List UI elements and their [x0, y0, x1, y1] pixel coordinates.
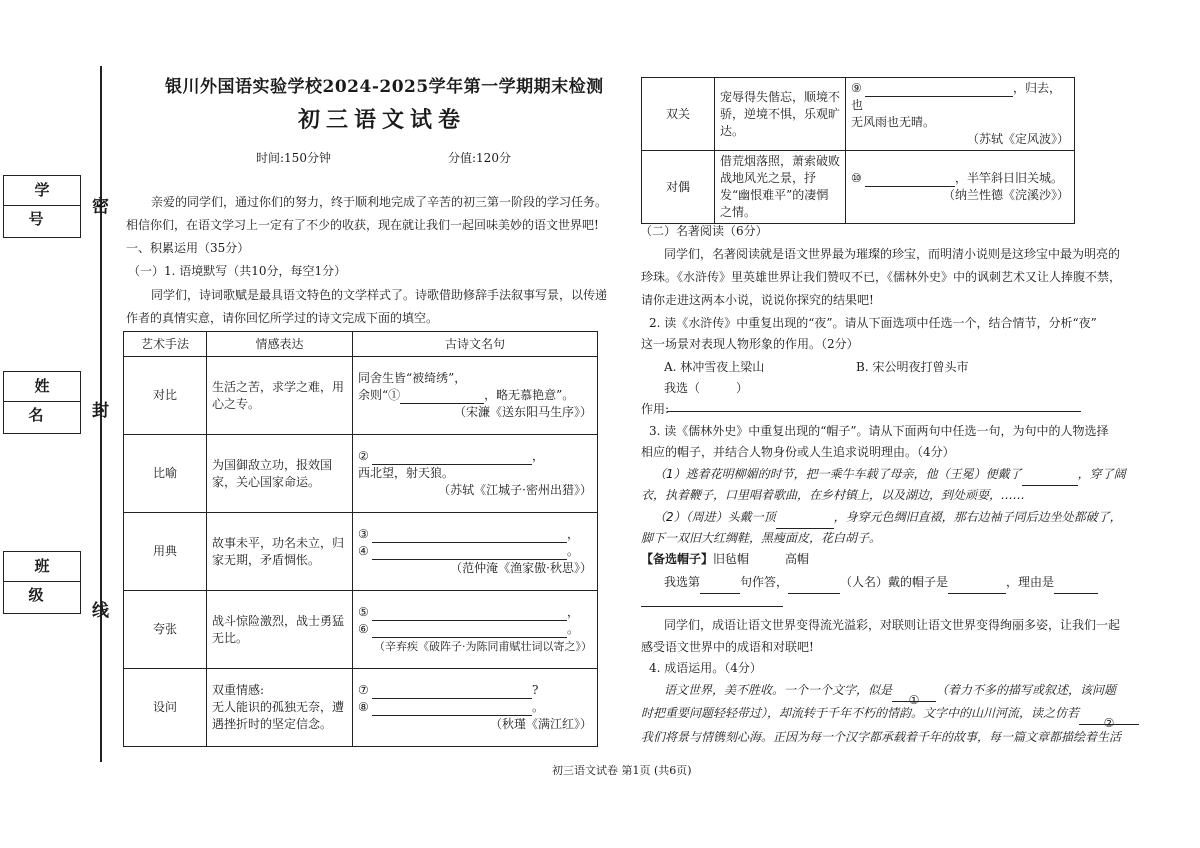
- emotion-cell: 为国御敌立功，报效国家，关心国家命运。: [207, 435, 353, 513]
- blank-number: ④: [358, 544, 369, 558]
- answer-blank-1[interactable]: [400, 391, 484, 404]
- question-1-title: （一）1. 语境默写（共10分，每空1分）: [128, 264, 347, 278]
- quote-cell: [353, 591, 598, 669]
- answer-blank-3[interactable]: [372, 530, 567, 543]
- answer-line: [664, 571, 1098, 594]
- hat-options: [641, 548, 809, 571]
- quote-line: 余则“①: [358, 388, 401, 402]
- page-footer: 初三语文试卷 第1页 (共6页): [552, 764, 692, 777]
- technique-cell: 比喻: [124, 435, 207, 513]
- person-name-blank[interactable]: [788, 581, 840, 594]
- student-id-box: [3, 175, 81, 238]
- quote-line: 无风雨也无晴。: [851, 115, 936, 129]
- student-id-label: 学 号: [4, 176, 80, 206]
- quote-source: （辛弃疾《破阵子·为陈同甫赋壮词以寄之》）: [374, 640, 592, 653]
- seal-char-feng: 封: [92, 401, 109, 421]
- seal-char-xian: 线: [92, 601, 109, 621]
- question-3-line-2: 相应的帽子，并结合人物身份或人生追求说明理由。（4分）: [641, 445, 955, 459]
- answer-blank-10[interactable]: [865, 174, 955, 187]
- answer-text: ，理由是: [1006, 575, 1055, 589]
- idiom-blank-2[interactable]: [1079, 712, 1139, 730]
- idiom-para-line-2: [641, 702, 1139, 730]
- quote-source: （苏轼《江城子·密州出猎》）: [438, 483, 592, 497]
- quote-line: 西北望，射天狼。: [358, 466, 455, 480]
- quote-line: ，略无慕艳意”。: [484, 388, 575, 402]
- technique-cell: 设问: [124, 669, 207, 747]
- sentence-2-text-end: ，身穿元色绸旧直裰，那右边袖子同后边坐处都破了，: [833, 510, 1122, 524]
- punctuation: ，归去，也: [851, 81, 1062, 112]
- quote-source: （范仲淹《渔家傲·秋思》）: [450, 561, 592, 575]
- blank-number: ②: [358, 449, 369, 463]
- section-2-para-5: 感受语文世界中的成语和对联吧!: [641, 640, 814, 654]
- table-row: [124, 357, 598, 435]
- poetry-table: [123, 331, 598, 747]
- quote-source: （秋瑾《满江红》）: [489, 717, 592, 731]
- punctuation: 。: [532, 700, 545, 714]
- answer-blank-5[interactable]: [372, 608, 567, 621]
- emotion-cell: 生活之苦，求学之难，用心之专。: [207, 357, 353, 435]
- quote-cell: [846, 151, 1075, 224]
- quote-cell: [353, 669, 598, 747]
- blank-number: ⑦: [358, 683, 369, 697]
- exam-score: 分值:120分: [448, 151, 511, 165]
- answer-blank-9[interactable]: [865, 84, 1013, 97]
- punctuation: ?: [532, 683, 539, 697]
- blank-number: ⑨: [851, 81, 862, 95]
- quote-cell: [353, 513, 598, 591]
- sentence-1-text: （1）逃着花明柳媚的时节，把一乘牛车载了母亲，他（王冕）便戴了: [654, 467, 1022, 481]
- quote-source: （宋濂《送东阳马生序》）: [453, 405, 592, 419]
- sentence-2-line-1: [654, 506, 1122, 529]
- intro-line-1: 亲爱的同学们，通过你们的努力，终于顺利地完成了辛苦的初三第一阶段的学习任务。: [151, 195, 608, 209]
- idiom-para-line-3: 我们将景与情镌刻心海。正因为每一个汉字都承载着千年的故事，每一篇文章都描绘着生活: [641, 730, 1122, 744]
- class-box: [3, 551, 81, 614]
- hat-options-list: 旧毡帽 高帽: [713, 552, 810, 566]
- header-technique: 艺术手法: [124, 332, 207, 357]
- emotion-cell: 故事未平，功名未立，归家无期，矛盾惆怅。: [207, 513, 353, 591]
- quote-source: （苏轼《定风波》）: [966, 132, 1069, 146]
- seal-char-mi: 密: [92, 197, 109, 217]
- technique-cell: 夸张: [124, 591, 207, 669]
- hat-options-label: 【备选帽子】: [641, 552, 714, 566]
- reason-continue-line[interactable]: [641, 594, 783, 607]
- section-2-para-3: 请你走进这两本小说，说说你探究的结果吧!: [641, 293, 874, 307]
- punctuation: ，: [567, 605, 580, 619]
- table-row: [124, 669, 598, 747]
- technique-cell: 对比: [124, 357, 207, 435]
- table-row: [124, 513, 598, 591]
- idiom-text: 时把重要问题轻轻带过），却流转于千年不朽的情韵。文字中的山川河流，读之仿若: [641, 706, 1080, 720]
- question-2-line-2: 这一场景对表现人物形象的作用。（2分）: [641, 337, 859, 351]
- blank-number: ⑥: [358, 622, 369, 636]
- sentence-2-line-2: 脚下一双旧大红绸鞋，黑瘦面皮，花白胡子。: [641, 531, 882, 545]
- answer-blank-8[interactable]: [372, 703, 532, 716]
- answer-text: 我选第: [664, 575, 701, 589]
- idiom-text: （着力不多的描写或叙述，该问题: [936, 683, 1117, 697]
- blank-number: ③: [358, 527, 369, 541]
- sentence-1-line-2: 衣，执着鞭子，口里唱着歌曲，在乡村镇上，以及湖边，到处顽耍，……: [641, 488, 1026, 502]
- poetry-table-continued: [641, 77, 1075, 224]
- table-row: [642, 151, 1075, 224]
- answer-blank-4[interactable]: [372, 547, 567, 560]
- answer-blank-6[interactable]: [372, 625, 567, 638]
- quote-source: （纳兰性德《浣溪沙》）: [942, 188, 1069, 202]
- technique-cell: 用典: [124, 513, 207, 591]
- question-4-title: 4. 成语运用。（4分）: [649, 661, 762, 675]
- technique-cell: 双关: [642, 78, 715, 151]
- choice-prompt: 我选（ ）: [664, 381, 749, 395]
- idiom-blank-1[interactable]: [892, 689, 936, 707]
- blank-number: ⑤: [358, 605, 369, 619]
- sentence-1-text-end: ，穿了阔: [1077, 467, 1126, 481]
- name-box: [3, 371, 81, 434]
- quote-cell: [846, 78, 1075, 151]
- punctuation: 。: [567, 622, 580, 636]
- table-row: [642, 78, 1075, 151]
- blank-number: ⑧: [358, 700, 369, 714]
- emotion-cell: 宠辱得失偕忘，顺境不骄，逆境不惧，乐观旷达。: [715, 78, 846, 151]
- sentence-number-blank[interactable]: [700, 581, 740, 594]
- answer-blank-2[interactable]: [372, 452, 532, 465]
- question-2-line-1: 2. 读《水浒传》中重复出现的“夜”。请从下面选项中任选一个，结合情节，分析“夜”: [649, 316, 1097, 330]
- idiom-blank-number: ②: [1103, 716, 1115, 730]
- hat-blank-1[interactable]: [1022, 473, 1078, 486]
- header-emotion: 情感表达: [207, 332, 353, 357]
- section-1-para-1: 同学们，诗词歌赋是最具语文特色的文学样式了。诗歌借助修辞手法叙事写景，以传递: [151, 288, 608, 302]
- technique-cell: 对偶: [642, 151, 715, 224]
- quote-cell: [353, 357, 598, 435]
- name-label: 姓 名: [4, 372, 80, 402]
- punctuation: 。: [567, 544, 580, 558]
- idiom-text: 语文世界，美不胜收。一个一个文字，似是: [664, 683, 893, 697]
- emotion-cell: 借荒烟落照，萧索破败战地风光之景，抒发“幽恨难平”的凄惘之情。: [715, 151, 846, 224]
- idiom-para-line-1: [664, 679, 1117, 707]
- punctuation: ，半竿斜日旧关城。: [955, 171, 1064, 185]
- section-1-title: 一、积累运用（35分）: [126, 241, 250, 255]
- reason-blank[interactable]: [1054, 581, 1098, 594]
- table-row: [124, 591, 598, 669]
- school-title: 银川外国语实验学校2024-2025学年第一学期期末检测: [165, 77, 604, 97]
- hat-choice-blank[interactable]: [948, 581, 1006, 594]
- idiom-blank-number: ①: [908, 693, 920, 707]
- option-b[interactable]: B. 宋公明夜打曾头市: [856, 360, 969, 374]
- emotion-label: 双重情感:: [212, 683, 265, 697]
- section-1-para-2: 作者的真情实意，请你回忆所学过的诗文完成下面的填空。: [126, 311, 439, 325]
- option-a[interactable]: A. 林冲雪夜上梁山: [664, 360, 765, 374]
- answer-text: （人名）戴的帽子是: [840, 575, 949, 589]
- blank-number: ⑩: [851, 171, 862, 185]
- intro-line-2: 相信你们，在语文学习上一定有了不少的收获，现在就让我们一起回味美妙的语文世界吧!: [126, 218, 599, 232]
- table-row: [124, 435, 598, 513]
- question-3-line-1: 3. 读《儒林外史》中重复出现的“帽子”。请从下面两句中任选一句，为句中的人物选择: [649, 424, 1109, 438]
- section-2-para-1: 同学们，名著阅读就是语文世界最为璀璨的珍宝，而明清小说则是这珍宝中最为明亮的: [664, 247, 1121, 261]
- quote-line: 同舍生皆“被绮绣”，: [358, 371, 467, 385]
- section-2-title: （二）名著阅读（6分）: [640, 224, 768, 238]
- emotion-cell: 战斗惊险激烈，战士勇猛无比。: [207, 591, 353, 669]
- effect-label: 作用:: [641, 402, 670, 416]
- sentence-1-line-1: [654, 463, 1126, 486]
- paper-title: 初三语文试卷: [298, 107, 467, 133]
- answer-blank-7[interactable]: [372, 686, 532, 699]
- punctuation: ，: [532, 449, 545, 463]
- class-label: 班 级: [4, 552, 80, 582]
- punctuation: ，: [567, 527, 580, 541]
- exam-time: 时间:150分钟: [256, 151, 331, 165]
- answer-text: 句作答，: [740, 575, 789, 589]
- emotion-text: 无人能识的孤独无奈，遭遇挫折时的坚定信念。: [212, 700, 345, 731]
- emotion-cell: [207, 669, 353, 747]
- section-2-para-4: 同学们，成语让语文世界变得流光溢彩，对联则让语文世界变得绚丽多姿，让我们一起: [664, 618, 1121, 632]
- section-2-para-2: 珍珠。《水浒传》里英雄世界让我们赞叹不已，《儒林外史》中的讽刺艺术又让人捧腹不禁，: [641, 270, 1122, 284]
- header-quote: 古诗文名句: [353, 332, 598, 357]
- quote-cell: [353, 435, 598, 513]
- effect-answer-line[interactable]: [667, 399, 1081, 412]
- sentence-2-text: （2）（周进）头戴一顶: [654, 510, 776, 524]
